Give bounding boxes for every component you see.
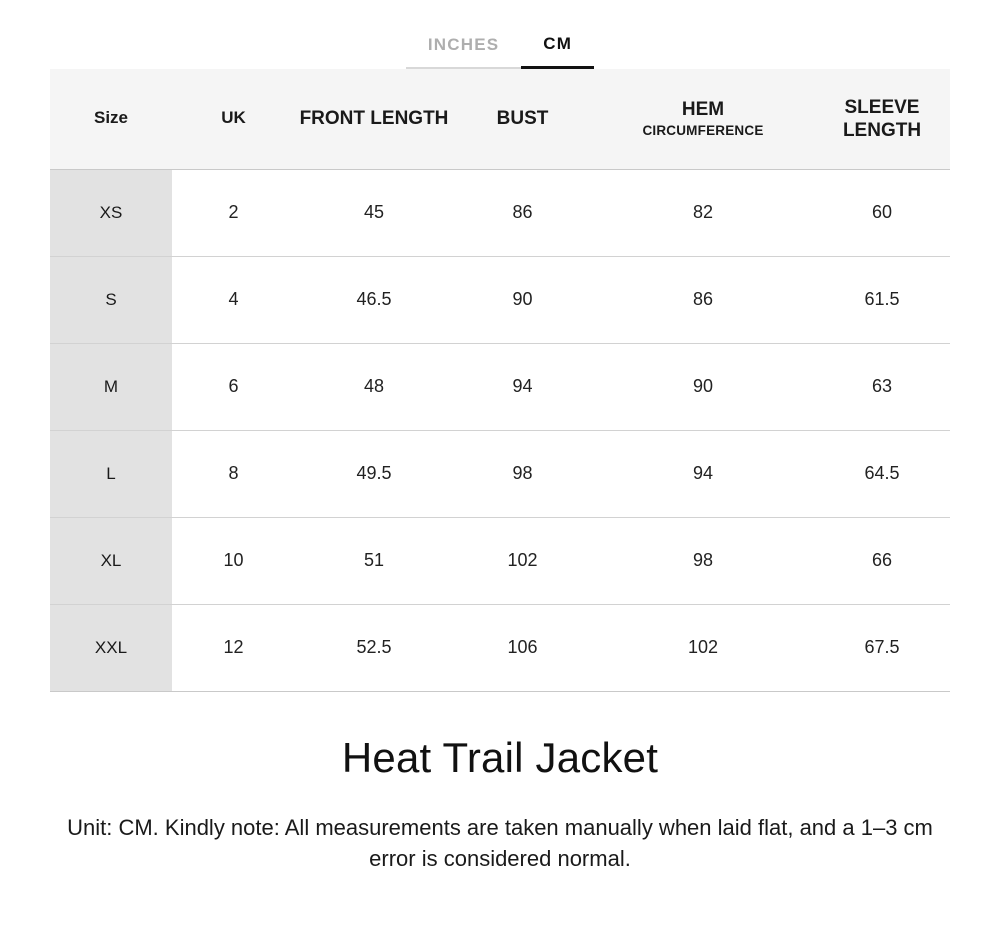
cell-front-length: 48 [295,343,453,430]
cell-sleeve: 64.5 [814,430,950,517]
unit-tab-cm[interactable]: CM [521,34,594,69]
size-table-container [0,69,1000,692]
cell-front-length: 51 [295,517,453,604]
table-row [50,517,950,604]
page-title: Heat Trail Jacket [341,733,659,781]
cell-bust: 86 [453,169,592,256]
cell-sleeve: 61.5 [814,256,950,343]
cell-front-length: 45 [295,169,453,256]
table-header [50,69,950,169]
cell-bust: 94 [453,343,592,430]
cell-hem: 98 [592,517,814,604]
cell-size: XXL [50,604,172,691]
cell-front-length: 46.5 [295,256,453,343]
cell-size: M [50,343,172,430]
column-header-hem-main: HEM [681,99,725,121]
measurement-note: Unit: CM. Kindly note: All measurements are taken manually when laid flat, and a 1–3 cm error is considered normal. [67,814,933,871]
cell-size: L [50,430,172,517]
column-header-bust: BUST [453,69,592,169]
cell-uk: 10 [172,517,295,604]
column-header-size: Size [50,69,172,169]
table-row [50,256,950,343]
cell-sleeve: 67.5 [814,604,950,691]
cell-sleeve: 66 [814,517,950,604]
column-header-sleeve-length: SLEEVE LENGTH [814,69,950,169]
cell-bust: 102 [453,517,592,604]
cell-hem: 82 [592,169,814,256]
cell-bust: 106 [453,604,592,691]
column-header-hem-sub: CIRCUMFERENCE [642,122,764,138]
cell-hem: 102 [592,604,814,691]
table-row [50,604,950,691]
cell-bust: 98 [453,430,592,517]
cell-sleeve: 63 [814,343,950,430]
table-row [50,430,950,517]
cell-hem: 86 [592,256,814,343]
column-header-uk: UK [172,69,295,169]
cell-size: XL [50,517,172,604]
cell-uk: 6 [172,343,295,430]
cell-uk: 4 [172,256,295,343]
table-body [50,169,950,691]
cell-size: XS [50,169,172,256]
column-header-hem [592,69,814,169]
cell-size: S [50,256,172,343]
unit-toggle [0,0,1000,69]
table-row [50,343,950,430]
table-row [50,169,950,256]
cell-uk: 2 [172,169,295,256]
cell-front-length: 52.5 [295,604,453,691]
cell-hem: 90 [592,343,814,430]
column-header-front-length: FRONT LENGTH [295,69,453,169]
cell-bust: 90 [453,256,592,343]
cell-front-length: 49.5 [295,430,453,517]
unit-tab-inches[interactable]: INCHES [406,35,521,69]
cell-hem: 94 [592,430,814,517]
cell-uk: 12 [172,604,295,691]
table-header-row [50,69,950,169]
size-table [50,69,950,692]
cell-sleeve: 60 [814,169,950,256]
cell-uk: 8 [172,430,295,517]
